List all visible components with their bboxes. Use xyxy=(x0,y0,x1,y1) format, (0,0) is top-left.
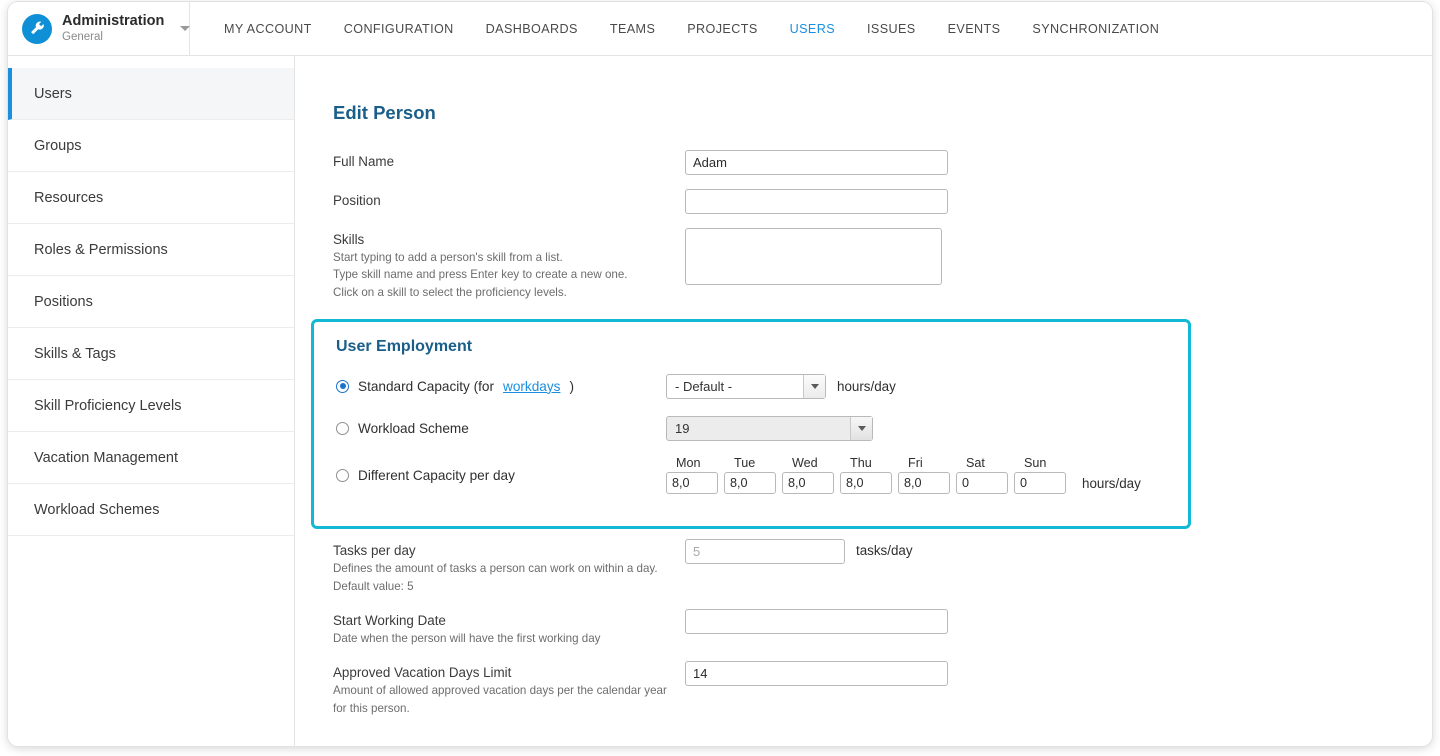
nav-item-my-account[interactable]: MY ACCOUNT xyxy=(224,21,312,36)
day-wed-input[interactable] xyxy=(782,472,834,494)
top-bar xyxy=(8,2,1432,56)
skills-hint-line-1: Start typing to add a person's skill from a list. xyxy=(333,251,563,264)
field-start-working-date xyxy=(333,609,1432,647)
nav-item-events[interactable]: EVENTS xyxy=(947,21,1001,36)
wrench-icon xyxy=(22,14,52,44)
brand-text xyxy=(62,14,164,42)
field-tasks-per-day xyxy=(333,539,1432,595)
nav-item-teams[interactable]: TEAMS xyxy=(609,21,656,36)
tasks-per-day-hint xyxy=(333,560,685,595)
day-tue xyxy=(724,456,776,494)
workload-scheme-select-value: 19 xyxy=(675,420,690,436)
day-sat xyxy=(956,456,1008,494)
approved-vacation-hint-line-2: for this person. xyxy=(333,701,410,715)
approved-vacation-label: Approved Vacation Days Limit xyxy=(333,665,512,681)
full-name-input[interactable] xyxy=(685,150,948,175)
day-mon-input[interactable] xyxy=(666,472,718,494)
skills-hint-line-2: Type skill name and press Enter key to create a new one. xyxy=(333,268,628,282)
day-sat-label: Sat xyxy=(966,456,985,471)
day-tue-label: Tue xyxy=(734,456,756,471)
capacity-days-row xyxy=(666,456,1141,494)
start-working-date-hint: Date when the person will have the first working day xyxy=(333,631,601,645)
tasks-per-day-hint-line-2: Default value: 5 xyxy=(333,579,414,593)
tasks-per-day-label-block xyxy=(333,539,685,595)
browser-window xyxy=(8,2,1432,746)
standard-capacity-text-after: ) xyxy=(569,378,574,394)
page-title: Edit Person xyxy=(333,102,436,123)
position-input[interactable] xyxy=(685,189,948,214)
user-employment-title: User Employment xyxy=(336,338,473,356)
standard-capacity-select[interactable] xyxy=(666,374,826,399)
approved-vacation-hint-line-1: Amount of allowed approved vacation days per the calendar year xyxy=(333,684,667,698)
skills-input[interactable] xyxy=(685,228,942,285)
skills-label: Skills xyxy=(333,232,365,247)
field-full-name xyxy=(333,150,1432,175)
day-sun-input[interactable] xyxy=(1014,472,1066,494)
day-sat-input[interactable] xyxy=(956,472,1008,494)
workload-scheme-label[interactable] xyxy=(336,421,666,436)
skills-hint-line-3: Click on a skill to select the proficiency levels. xyxy=(333,285,567,299)
standard-capacity-label[interactable] xyxy=(336,379,666,394)
day-wed-label: Wed xyxy=(792,456,818,471)
skills-hint xyxy=(333,249,685,301)
option-different-capacity xyxy=(336,456,1168,494)
field-position xyxy=(333,189,1432,214)
nav-item-dashboards[interactable]: DASHBOARDS xyxy=(485,21,578,36)
radio-standard-capacity[interactable] xyxy=(336,380,349,393)
start-working-date-label: Start Working Date xyxy=(333,612,446,628)
day-mon xyxy=(666,456,718,494)
approved-vacation-label-block xyxy=(333,661,685,717)
workdays-link[interactable]: workdays xyxy=(503,378,561,394)
full-name-label: Full Name xyxy=(333,154,395,169)
chevron-down-icon[interactable] xyxy=(850,417,872,440)
chevron-down-icon[interactable] xyxy=(180,26,190,31)
day-sun xyxy=(1014,456,1066,494)
tasks-per-day-unit: tasks/day xyxy=(856,543,913,559)
sidebar-item-skills-tags[interactable]: Skills & Tags xyxy=(8,328,294,380)
day-sun-label: Sun xyxy=(1024,456,1047,471)
nav-item-users[interactable]: USERS xyxy=(789,21,836,36)
day-thu-input[interactable] xyxy=(840,472,892,494)
radio-different-capacity[interactable] xyxy=(336,469,349,482)
day-fri-label: Fri xyxy=(908,456,923,471)
brand-selector[interactable] xyxy=(8,2,190,56)
option-workload-scheme xyxy=(336,414,1168,442)
day-mon-label: Mon xyxy=(676,456,701,471)
radio-workload-scheme[interactable] xyxy=(336,422,349,435)
nav-item-projects[interactable]: PROJECTS xyxy=(687,21,758,36)
user-employment-section xyxy=(311,319,1191,529)
start-working-date-label-block xyxy=(333,609,685,647)
option-standard-capacity xyxy=(336,372,1168,400)
standard-capacity-unit: hours/day xyxy=(837,378,896,394)
skills-label-block xyxy=(333,228,685,301)
different-capacity-unit: hours/day xyxy=(1082,476,1141,492)
sidebar-item-groups[interactable]: Groups xyxy=(8,120,294,172)
tasks-per-day-input[interactable] xyxy=(685,539,845,564)
tasks-per-day-hint-line-1: Defines the amount of tasks a person can work on within a day. xyxy=(333,562,658,576)
tasks-per-day-label: Tasks per day xyxy=(333,543,416,559)
brand-subtitle: General xyxy=(62,30,103,43)
sidebar-item-users[interactable]: Users xyxy=(8,68,294,120)
field-skills xyxy=(333,228,1432,301)
sidebar-item-roles-permissions[interactable]: Roles & Permissions xyxy=(8,224,294,276)
standard-capacity-select-value: - Default - xyxy=(675,378,733,394)
day-thu-label: Thu xyxy=(850,456,872,471)
sidebar-item-positions[interactable]: Positions xyxy=(8,276,294,328)
approved-vacation-input[interactable] xyxy=(685,661,948,686)
brand-title: Administration xyxy=(62,13,165,30)
different-capacity-text: Different Capacity per day xyxy=(358,467,515,483)
main-content xyxy=(295,56,1432,746)
field-approved-vacation-days-limit xyxy=(333,661,1432,717)
sidebar-item-workload-schemes[interactable]: Workload Schemes xyxy=(8,484,294,536)
sidebar xyxy=(8,56,295,746)
day-fri xyxy=(898,456,950,494)
nav-item-configuration[interactable]: CONFIGURATION xyxy=(343,21,454,36)
sidebar-item-resources[interactable]: Resources xyxy=(8,172,294,224)
main-nav xyxy=(190,2,1175,56)
nav-item-synchronization[interactable]: SYNCHRONIZATION xyxy=(1032,21,1160,36)
day-thu xyxy=(840,456,892,494)
sidebar-item-vacation-management[interactable]: Vacation Management xyxy=(8,432,294,484)
start-working-date-input[interactable] xyxy=(685,609,948,634)
workload-scheme-select[interactable] xyxy=(666,416,873,441)
day-fri-input[interactable] xyxy=(898,472,950,494)
position-label: Position xyxy=(333,193,381,208)
different-capacity-label[interactable] xyxy=(336,468,666,483)
workload-scheme-text: Workload Scheme xyxy=(358,420,469,436)
standard-capacity-text-before: Standard Capacity (for xyxy=(358,378,495,394)
page-body xyxy=(8,56,1432,746)
approved-vacation-hint xyxy=(333,682,685,717)
sidebar-item-skill-proficiency-levels[interactable]: Skill Proficiency Levels xyxy=(8,380,294,432)
day-tue-input[interactable] xyxy=(724,472,776,494)
nav-item-issues[interactable]: ISSUES xyxy=(867,21,916,36)
chevron-down-icon[interactable] xyxy=(803,375,825,398)
day-wed xyxy=(782,456,834,494)
